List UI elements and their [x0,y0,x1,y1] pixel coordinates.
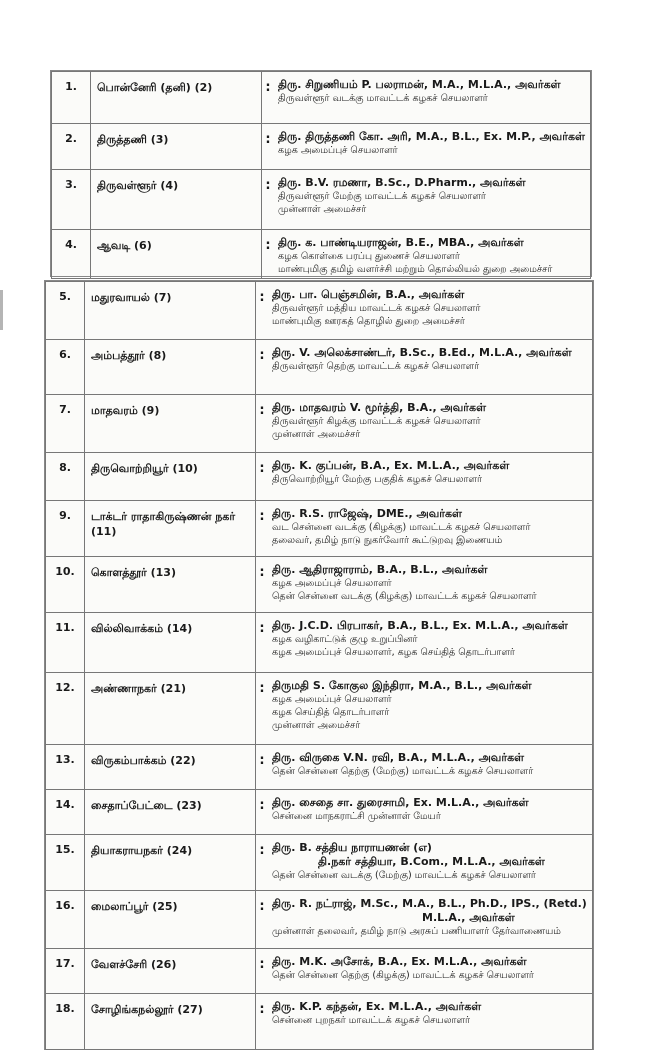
candidate-designation: தென் சென்னை வடக்கு (மேற்கு) மாவட்டக் கழகச் செயலாளர் [272,870,536,881]
candidate-details [268,790,593,835]
candidate-designation: முன்னாள் அமைச்சர் [272,720,361,731]
candidate-designation: கழக கொள்கை பரப்பு துணைச் செயலாளர் [278,251,460,262]
colon-separator: : [262,124,275,170]
candidate-details [268,994,593,1050]
constituency-name: விருகம்பாக்கம் (22) [85,745,256,790]
colon-separator: : [262,72,275,124]
serial-number: 12. [46,673,85,745]
table-row [46,613,593,673]
colon-separator: : [256,453,269,501]
candidate-details [268,340,593,395]
table-row [52,72,591,124]
candidate-designation: திருவொற்றியூர் மேற்கு பகுதிக் கழகச் செயலாளர் [272,474,482,485]
serial-number: 17. [46,949,85,994]
colon-separator: : [256,395,269,453]
candidate-name: திரு. J.C.D. பிரபாகர், B.A., B.L., Ex. M.L.A., அவர்கள் [272,619,568,632]
constituency-name: வேளச்சேரி (26) [85,949,256,994]
constituency-name: திருவள்ளூர் (4) [91,170,262,230]
candidate-designation: தென் சென்னை வடக்கு (கிழக்கு) மாவட்டக் கழகச் செயலாளர் [272,591,537,602]
serial-number: 8. [46,453,85,501]
candidate-designation: கழக அமைப்புச் செயலாளர், கழக செய்தித் தொடர்பாளர் [272,647,515,658]
candidate-designation: சென்னை புறநகர் மாவட்டக் கழகச் செயலாளர் [272,1015,470,1026]
candidate-details [268,395,593,453]
colon-separator: : [256,501,269,557]
candidate-table-page-2 [44,280,594,1050]
candidate-name: திரு. K. குப்பன், B.A., Ex. M.L.A., அவர்கள் [272,459,510,472]
table-row [46,557,593,613]
table-row [46,891,593,949]
constituency-name: மைலாப்பூர் (25) [85,891,256,949]
table-row [52,170,591,230]
constituency-name: டாக்டர் ராதாகிருஷ்ணன் நகர் (11) [85,501,256,557]
serial-number: 5. [46,282,85,340]
candidate-designation: தென் சென்னை தெற்கு (மேற்கு) மாவட்டக் கழகச் செயலாளர் [272,766,534,777]
scan-edge-mark [0,290,3,330]
candidate-designation: முன்னாள் அமைச்சர் [278,204,367,215]
constituency-name: திருத்தணி (3) [91,124,262,170]
colon-separator: : [256,340,269,395]
candidate-name: திரு. B. சத்திய நாராயணன் (எ) [272,841,432,854]
table-row [46,835,593,891]
constituency-name: சோழிங்கநல்லூர் (27) [85,994,256,1050]
serial-number: 7. [46,395,85,453]
serial-number: 9. [46,501,85,557]
constituency-name: தியாகராயநகர் (24) [85,835,256,891]
table-row [46,745,593,790]
constituency-name: பொன்னேரி (தனி) (2) [91,72,262,124]
candidate-designation: தென் சென்னை தெற்கு (கிழக்கு) மாவட்டக் கழகச் செயலாளர் [272,970,534,981]
serial-number: 3. [52,170,91,230]
candidate-details [268,501,593,557]
colon-separator: : [256,745,269,790]
candidate-name: திரு. K.P. கந்தன், Ex. M.L.A., அவர்கள் [272,1000,482,1013]
candidate-designation: சென்னை மாநகராட்சி முன்னாள் மேயர் [272,811,441,822]
colon-separator: : [256,790,269,835]
candidate-designation: முன்னாள் அமைச்சர் [272,429,361,440]
candidate-details [268,673,593,745]
table-row [46,282,593,340]
table-row [52,124,591,170]
candidate-designation: முன்னாள் தலைவர், தமிழ் நாடு அரசுப் பணியாளர் தேர்வாணையம் [272,926,561,937]
serial-number: 1. [52,72,91,124]
candidate-details [268,891,593,949]
colon-separator: : [256,891,269,949]
candidate-designation: திருவள்ளூர் வடக்கு மாவட்டக் கழகச் செயலாளர் [278,93,488,104]
colon-separator: : [256,282,269,340]
candidate-designation: திருவள்ளூர் மத்திய மாவட்டக் கழகச் செயலாளர் [272,303,481,314]
candidate-designation: கழக அமைப்புச் செயலாளர் [272,578,392,589]
candidate-name-continued: தி.நகர் சத்தியா, B.Com., M.L.A., அவர்கள் [318,855,545,868]
candidate-name: திரு. மாதவரம் V. மூர்த்தி, B.A., அவர்கள் [272,401,487,414]
candidate-designation: கழக வழிகாட்டுக் குழு உறுப்பினர் [272,634,418,645]
candidate-designation: திருவள்ளூர் கிழக்கு மாவட்டக் கழகச் செயலாளர் [272,416,481,427]
serial-number: 15. [46,835,85,891]
table-row [46,994,593,1050]
constituency-name: அண்ணாநகர் (21) [85,673,256,745]
candidate-name: திருமதி S. கோகுல இந்திரா, M.A., B.L., அவர்கள் [272,679,532,692]
candidate-name: திரு. M.K. அசோக், B.A., Ex. M.L.A., அவர்கள் [272,955,527,968]
colon-separator: : [256,613,269,673]
table-row [46,340,593,395]
candidate-name: திரு. க. பாண்டியராஜன், B.E., MBA., அவர்கள் [278,236,524,249]
serial-number: 16. [46,891,85,949]
table-row [46,501,593,557]
table-row [46,790,593,835]
candidate-designation: திருவள்ளூர் மேற்கு மாவட்டக் கழகச் செயலாளர் [278,191,486,202]
colon-separator: : [256,557,269,613]
colon-separator: : [262,230,275,279]
serial-number: 18. [46,994,85,1050]
candidate-details [268,835,593,891]
table-row [52,230,591,279]
constituency-name: திருவொற்றியூர் (10) [85,453,256,501]
colon-separator: : [256,835,269,891]
candidate-details [274,170,591,230]
table-row [46,673,593,745]
colon-separator: : [256,673,269,745]
constituency-name: கொளத்தூர் (13) [85,557,256,613]
candidate-name: திரு. பா. பெஞ்சமின், B.A., அவர்கள் [272,288,465,301]
table-row [46,949,593,994]
candidate-designation: கழக அமைப்புச் செயலாளர் [272,694,392,705]
candidate-designation: மாண்புமிகு ஊரகத் தொழில் துறை அமைச்சர் [272,316,465,327]
candidate-name: திரு. ஆதிராஜாராம், B.A., B.L., அவர்கள் [272,563,488,576]
colon-separator: : [256,949,269,994]
serial-number: 10. [46,557,85,613]
candidate-designation: வட சென்னை வடக்கு (கிழக்கு) மாவட்டக் கழகச் செயலாளர் [272,522,531,533]
candidate-name: திரு. B.V. ரமணா, B.Sc., D.Pharm., அவர்கள் [278,176,526,189]
candidate-details [268,557,593,613]
candidate-table-page-1 [50,70,592,277]
candidate-name: திரு. சைதை சா. துரைசாமி, Ex. M.L.A., அவர்கள் [272,796,529,809]
candidate-details [268,453,593,501]
candidate-designation: மாண்புமிகு தமிழ் வளர்ச்சி மற்றும் தொல்லியல் துறை அமைச்சர் [278,264,553,275]
serial-number: 14. [46,790,85,835]
constituency-name: சைதாப்பேட்டை (23) [85,790,256,835]
table-row [46,395,593,453]
serial-number: 13. [46,745,85,790]
colon-separator: : [256,994,269,1050]
candidate-details [274,230,591,279]
candidate-name-continued: M.L.A., அவர்கள் [422,911,515,924]
constituency-name: மாதவரம் (9) [85,395,256,453]
candidate-details [268,613,593,673]
candidate-name: திரு. V. அலெக்சாண்டர், B.Sc., B.Ed., M.L.A., அவர்கள் [272,346,572,359]
candidate-designation: திருவள்ளூர் தெற்கு மாவட்டக் கழகச் செயலாளர் [272,361,480,372]
constituency-name: மதுரவாயல் (7) [85,282,256,340]
candidate-details [274,72,591,124]
candidate-name: திரு. R.S. ராஜேஷ், DME., அவர்கள் [272,507,462,520]
candidate-designation: கழக அமைப்புச் செயலாளர் [278,145,398,156]
serial-number: 6. [46,340,85,395]
colon-separator: : [262,170,275,230]
table-row [46,453,593,501]
candidate-details [274,124,591,170]
serial-number: 2. [52,124,91,170]
candidate-name: திரு. R. நட்ராஜ், M.Sc., M.A., B.L., Ph.D., IPS., (Retd.) [272,897,587,910]
candidate-name: திரு. திருத்தணி கோ. அரி, M.A., B.L., Ex. M.P., அவர்கள் [278,130,585,143]
candidate-name: திரு. விருகை V.N. ரவி, B.A., M.L.A., அவர்கள் [272,751,525,764]
candidate-designation: கழக செய்தித் தொடர்பாளர் [272,707,390,718]
candidate-table-1 [51,71,591,279]
candidate-details [268,282,593,340]
candidate-designation: தலைவர், தமிழ் நாடு நுகர்வோர் கூட்டுறவு இணையம் [272,535,503,546]
candidate-details [268,745,593,790]
candidate-name: திரு. சிறுணியம் P. பலராமன், M.A., M.L.A., அவர்கள் [278,78,561,91]
constituency-name: வில்லிவாக்கம் (14) [85,613,256,673]
constituency-name: ஆவடி (6) [91,230,262,279]
serial-number: 11. [46,613,85,673]
candidate-table-2 [45,281,593,1050]
serial-number: 4. [52,230,91,279]
candidate-details [268,949,593,994]
constituency-name: அம்பத்தூர் (8) [85,340,256,395]
